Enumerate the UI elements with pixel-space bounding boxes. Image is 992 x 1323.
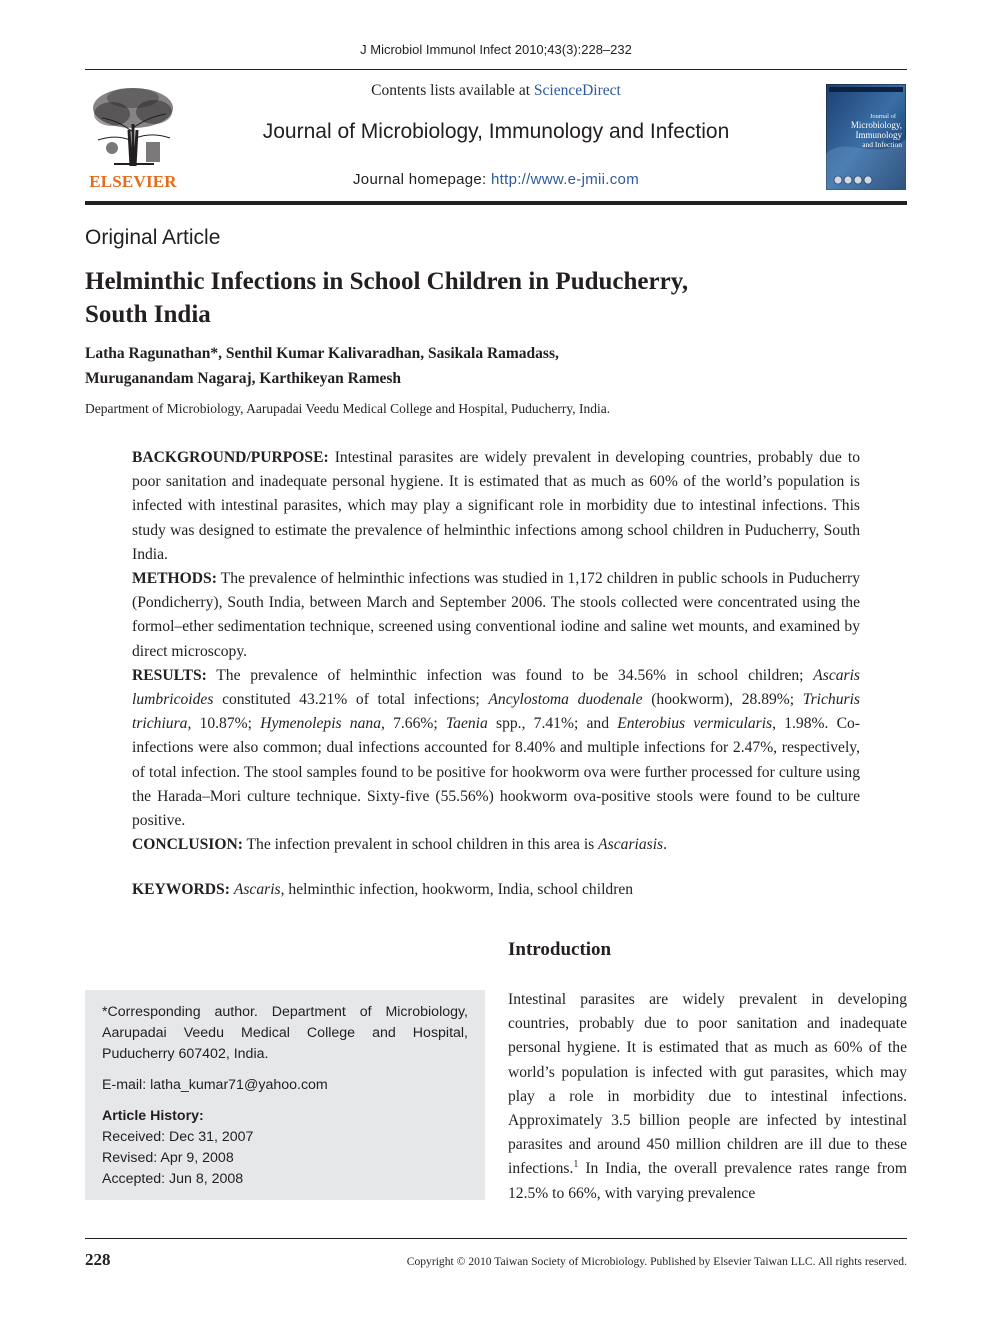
results-text: The prevalence of helminthic infection was found to be 34.56% in school children; (206, 666, 814, 684)
abstract-results (132, 664, 860, 833)
conclusion-text: The infection prevalent in school children in this area is (242, 836, 599, 854)
author-list (85, 341, 845, 391)
introduction-heading: Introduction (508, 939, 612, 960)
background-text: Intestinal parasites are widely prevalent in developing countries, probably due to poor sanitation and inadequate personal hygiene. It is estimated that as much as 60% of the world’s population is infected with intestinal parasites, which may play a significant role in morbidity due to intestinal infections. This study was designed to estimate the prevalence of helminthic infections among school children in Puducherry, South India. (132, 449, 860, 563)
conclusion-end: . (663, 836, 668, 854)
contents-line (246, 82, 746, 100)
copyright-notice: Copyright © 2010 Taiwan Society of Microbiology. Published by Elsevier Taiwan LLC. All rights reserved. (406, 1255, 907, 1268)
journal-title: Journal of Microbiology, Immunology and Infection (262, 120, 730, 143)
results-text: 7.66%; (384, 715, 446, 733)
article-title-line1: Helminthic Infections in School Children in Puducherry, (85, 268, 689, 295)
cover-title-line3: Immunology (855, 130, 902, 140)
accepted-date: Accepted: Jun 8, 2008 (102, 1171, 244, 1187)
background-label: BACKGROUND/PURPOSE: (132, 449, 329, 466)
species-name: Taenia (445, 715, 488, 733)
header-divider (85, 69, 907, 70)
reference-marker[interactable]: 1 (573, 1159, 579, 1171)
intro-text: Intestinal parasites are widely prevalent in developing countries, probably due to poor sanitation and inadequate personal hygiene. It is estimated that as much as 60% of the world’s population is infected with gut parasites, which may play a role in morbidity due to intestinal infections. Approximately 3.5 billion people are infected by intestinal parasites and around 450 million children are ill due to these infections. (508, 991, 907, 1178)
received-date: Received: Dec 31, 2007 (102, 1129, 254, 1145)
page-number: 228 (85, 1250, 111, 1269)
contents-prefix: Contents lists available at (371, 82, 534, 99)
article-title (85, 265, 845, 331)
species-name: Ascaris lumbricoides (132, 666, 860, 709)
email-address[interactable]: latha_kumar71@yahoo.com (150, 1077, 328, 1093)
sciencedirect-link[interactable]: ScienceDirect (533, 82, 621, 99)
cover-title-line2: Microbiology, (850, 120, 902, 130)
authors-line1: Latha Ragunathan*, Senthil Kumar Kalivaradhan, Sasikala Ramadass, (85, 345, 559, 362)
journal-cover-graphic (826, 84, 906, 190)
keywords-label: KEYWORDS: (132, 881, 230, 898)
elsevier-tree-icon (84, 84, 182, 168)
email-label: E-mail: (102, 1077, 151, 1093)
cover-title-line1: Journal of (869, 113, 896, 120)
article-title-line2: South India (85, 301, 211, 328)
results-text: 1.98%. Co-infections were also common; dual infections accounted for 8.40% and multiple infections for 2.47%, respectively, of total infection. The stool samples found to be positive for hookworm ova were further processed for culture using the Harada–Mori culture technique. Sixty-five (55.56%) hookworm ova-positive stools were found to be culture positive. (132, 715, 860, 830)
homepage-prefix: Journal homepage: (353, 171, 491, 188)
homepage-link[interactable]: http://www.e-jmii.com (491, 171, 639, 188)
corresponding-author: *Corresponding author. Department of Microbiology, Aarupadai Veedu Medical College and Hospital, Puducherry 607402, India. (102, 1004, 468, 1062)
affiliation: Department of Microbiology, Aarupadai Veedu Medical College and Hospital, Puducherry, India. (85, 401, 611, 416)
article-history-heading: Article History: (102, 1108, 204, 1124)
species-name: Ancylostoma duodenale (488, 691, 643, 709)
journal-cover-image (826, 84, 906, 190)
results-text: constituted 43.21% of total infections; (213, 691, 489, 709)
species-name: Trichuris trichiura, (132, 691, 860, 733)
keyword-italic: Ascaris (233, 881, 281, 898)
methods-label: METHODS: (132, 570, 217, 588)
abstract-methods (132, 567, 860, 664)
species-name: Enterobius vermicularis, (617, 715, 776, 733)
introduction-body (508, 988, 907, 1206)
abstract (132, 446, 860, 857)
abstract-background (132, 446, 860, 567)
journal-citation: J Microbiol Immunol Infect 2010;43(3):228–232 (360, 42, 632, 57)
footer-divider (85, 1238, 907, 1239)
species-name: Hymenolepis nana, (260, 715, 385, 733)
results-text: (hookworm), 28.89%; (642, 691, 803, 709)
conclusion-italic: Ascariasis (598, 836, 664, 854)
header-bottom-rule (85, 201, 907, 205)
homepage-line (246, 171, 746, 188)
revised-date: Revised: Apr 9, 2008 (102, 1150, 234, 1166)
article-type: Original Article (85, 226, 221, 249)
methods-text: The prevalence of helminthic infections was studied in 1,172 children in public schools in Puducherry (Pondicherry), South India, between March and September 2006. The stools collected were concentrated using the formol–ether sedimentation technique, screened using conventional iodine and saline wet mounts, and examined by direct microscopy. (132, 570, 860, 660)
cover-title-line4: and Infection (862, 140, 902, 149)
elsevier-wordmark: ELSEVIER (89, 172, 177, 191)
results-text: spp., 7.41%; and (487, 715, 618, 733)
results-text: 10.87%; (191, 715, 261, 733)
email-line (102, 1075, 468, 1096)
conclusion-label: CONCLUSION: (132, 836, 243, 854)
keywords-list: , helminthic infection, hookworm, India, school children (280, 881, 634, 898)
authors-line2: Muruganandam Nagaraj, Karthikeyan Ramesh (85, 370, 402, 387)
elsevier-logo (84, 84, 182, 192)
intro-text-continued: In India, the overall prevalence rates range from 12.5% to 66%, with varying prevalence (508, 1160, 907, 1202)
keywords (132, 881, 860, 899)
results-label: RESULTS: (132, 666, 207, 684)
abstract-conclusion (132, 833, 860, 857)
article-info-box (85, 990, 485, 1200)
